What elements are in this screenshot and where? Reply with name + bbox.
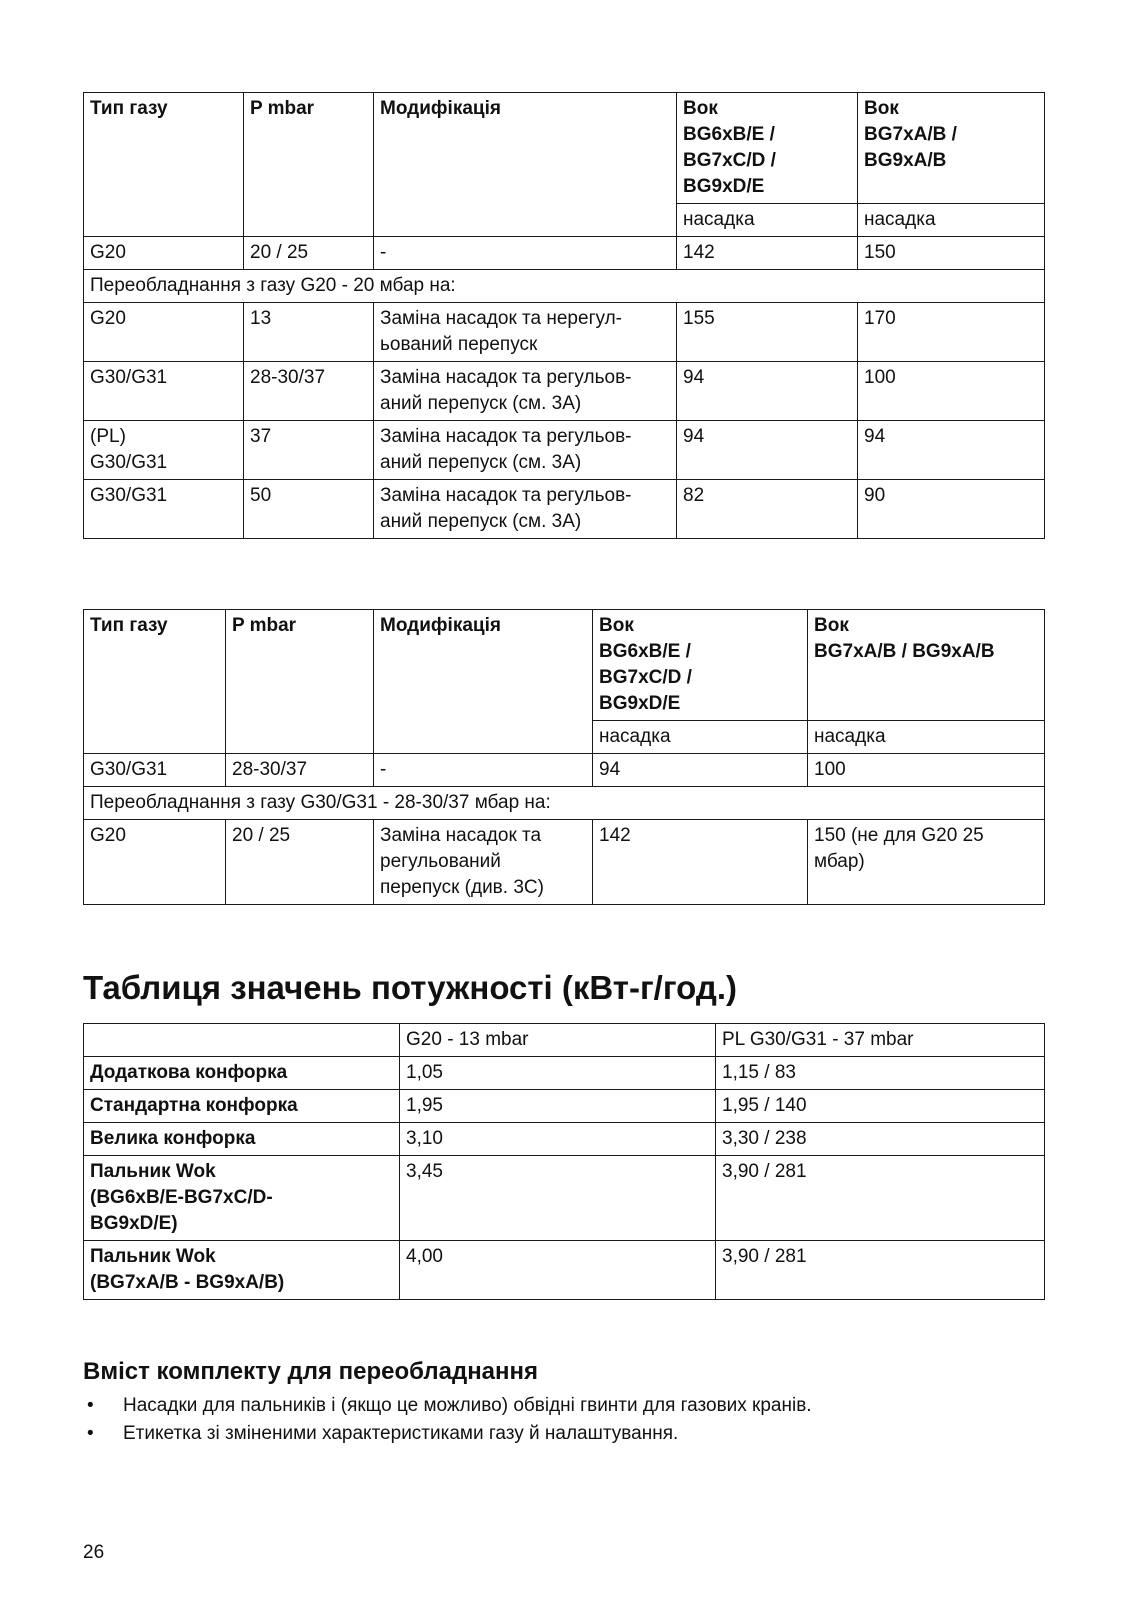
list-item-text: Етикетка зі зміненими характеристиками газу й налаштування. [123,1423,679,1444]
cell-pressure: 28-30/37 [226,754,374,787]
cell-g20-value: 1,05 [400,1057,716,1090]
cell-nozzle-a: 94 [677,362,858,421]
header-modification: Модифікація [374,93,677,237]
table-row [84,303,1045,362]
cell-gas: G30/G31 [84,480,244,539]
cell-gas: G30/G31 [84,362,244,421]
cell-pl-value: 3,30 / 238 [716,1123,1045,1156]
cell-nozzle-a: 94 [593,754,808,787]
header-gas-type: Тип газу [84,610,226,754]
cell-nozzle-b: 100 [858,362,1045,421]
table-row [84,1123,1045,1156]
cell-pressure: 20 / 25 [244,237,374,270]
cell-pl-value: 1,95 / 140 [716,1090,1045,1123]
table-header-row [84,1024,1045,1057]
cell-modification: Заміна насадок та нерегул- ьований перепуск [374,303,677,362]
cell-g20-value: 3,10 [400,1123,716,1156]
cell-g20-value: 4,00 [400,1241,716,1300]
header-nozzle-a: насадка [677,204,858,237]
cell-modification: Заміна насадок та регульов- аний перепуск (см. 3A) [374,421,677,480]
bullet-icon: • [87,1395,94,1416]
page-number: 26 [83,1542,105,1563]
cell-modification: - [374,237,677,270]
kit-contents-title: Вміст комплекту для переобладнання [83,1358,539,1385]
header-wok-a: Вок BG6xB/E / BG7xC/D / BG9xD/E [593,610,808,721]
table-row [84,1241,1045,1300]
cell-modification: Заміна насадок та регульов- аний перепуск (см. 3A) [374,480,677,539]
cell-burner-name: Додаткова конфорка [84,1057,400,1090]
cell-burner-name: Пальник Wok (BG6xB/E-BG7xC/D- BG9xD/E) [84,1156,400,1241]
header-pressure: P mbar [244,93,374,237]
cell-nozzle-b: 170 [858,303,1045,362]
conversion-note-row [84,270,1045,303]
header-modification: Модифікація [374,610,593,754]
table-row [84,237,1045,270]
kit-contents-list [83,1392,1043,1448]
table-row [84,421,1045,480]
gas-conversion-table-g20 [83,92,1045,539]
cell-gas: G20 [84,237,244,270]
table-row [84,754,1045,787]
cell-nozzle-b: 100 [808,754,1045,787]
power-values-table [83,1023,1045,1300]
header-pl: PL G30/G31 - 37 mbar [716,1024,1045,1057]
cell-nozzle-b: 150 [858,237,1045,270]
table-row [84,362,1045,421]
cell-gas: (PL) G30/G31 [84,421,244,480]
cell-nozzle-b: 94 [858,421,1045,480]
conversion-note-row [84,787,1045,820]
cell-pressure: 50 [244,480,374,539]
cell-gas: G20 [84,303,244,362]
cell-pressure: 37 [244,421,374,480]
cell-g20-value: 3,45 [400,1156,716,1241]
cell-modification: Заміна насадок та регульований перепуск (див. 3C) [374,820,593,905]
cell-nozzle-a: 94 [677,421,858,480]
gas-conversion-table-g30 [83,609,1045,905]
header-nozzle-b: насадка [858,204,1045,237]
cell-nozzle-b: 90 [858,480,1045,539]
table-header-row [84,610,1045,721]
table-row [84,1156,1045,1241]
cell-gas: G30/G31 [84,754,226,787]
cell-modification: Заміна насадок та регульов- аний перепуск (см. 3A) [374,362,677,421]
cell-pl-value: 1,15 / 83 [716,1057,1045,1090]
cell-pressure: 28-30/37 [244,362,374,421]
cell-nozzle-a: 155 [677,303,858,362]
header-wok-a: Вок BG6xB/E / BG7xC/D / BG9xD/E [677,93,858,204]
cell-nozzle-a: 142 [677,237,858,270]
cell-pressure: 13 [244,303,374,362]
header-gas-type: Тип газу [84,93,244,237]
conversion-note: Переобладнання з газу G30/G31 - 28-30/37 мбар на: [84,787,1045,820]
power-table-title: Таблиця значень потужності (кВт-г/год.) [83,969,737,1006]
cell-pl-value: 3,90 / 281 [716,1241,1045,1300]
cell-nozzle-a: 82 [677,480,858,539]
list-item-text: Насадки для пальників і (якщо це можливо) обвідні гвинти для газових кранів. [123,1395,812,1416]
conversion-note: Переобладнання з газу G20 - 20 мбар на: [84,270,1045,303]
header-nozzle-a: насадка [593,721,808,754]
cell-pl-value: 3,90 / 281 [716,1156,1045,1241]
cell-burner-name: Пальник Wok (BG7xA/B - BG9xA/B) [84,1241,400,1300]
header-g20: G20 - 13 mbar [400,1024,716,1057]
header-empty [84,1024,400,1057]
cell-nozzle-a: 142 [593,820,808,905]
cell-g20-value: 1,95 [400,1090,716,1123]
header-wok-b: Вок BG7xA/B / BG9xA/B [858,93,1045,204]
table-header-row [84,93,1045,204]
header-wok-b: Вок BG7xA/B / BG9xA/B [808,610,1045,721]
cell-modification: - [374,754,593,787]
table-row [84,1057,1045,1090]
bullet-icon: • [87,1423,94,1444]
list-item [83,1392,1043,1420]
cell-burner-name: Велика конфорка [84,1123,400,1156]
cell-burner-name: Стандартна конфорка [84,1090,400,1123]
header-pressure: P mbar [226,610,374,754]
table-row [84,820,1045,905]
cell-gas: G20 [84,820,226,905]
list-item [83,1420,1043,1448]
table-row [84,1090,1045,1123]
cell-pressure: 20 / 25 [226,820,374,905]
cell-nozzle-b: 150 (не для G20 25 мбар) [808,820,1045,905]
table-row [84,480,1045,539]
header-nozzle-b: насадка [808,721,1045,754]
